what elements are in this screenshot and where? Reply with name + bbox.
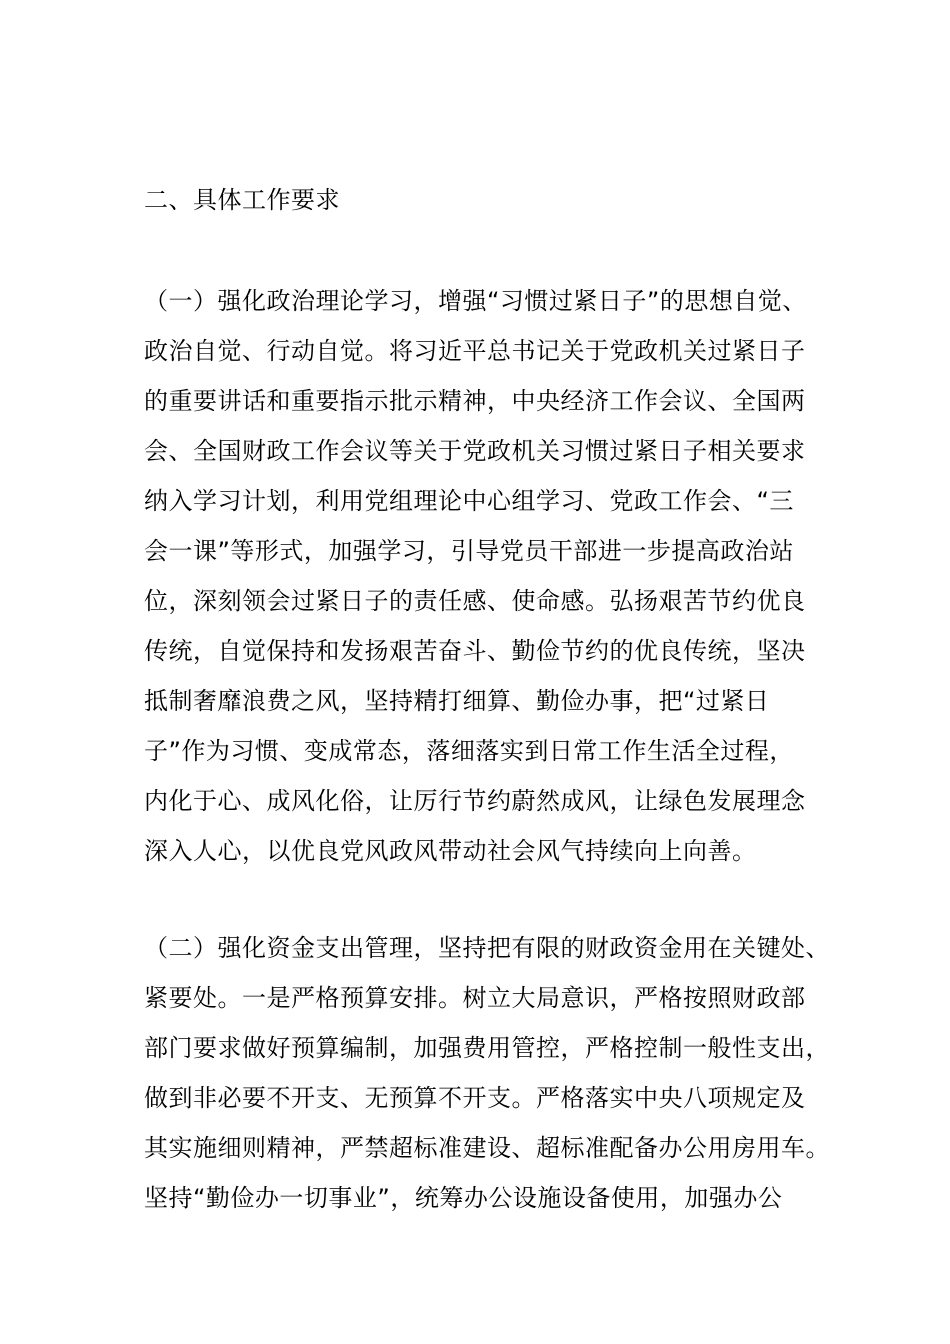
paragraph-line: 位，深刻领会过紧日子的责任感、使命感。弘扬艰苦节约优良: [144, 587, 806, 615]
paragraph-line: 其实施细则精神，严禁超标准建设、超标准配备办公用房用车。: [144, 1134, 830, 1162]
paragraph-line: （一）强化政治理论学习，增强“习惯过紧日子”的思想自觉、: [144, 287, 807, 315]
paragraph-line: 坚持“勤俭办一切事业”，统筹办公设施设备使用，加强办公: [144, 1184, 783, 1212]
paragraph-line: 做到非必要不开支、无预算不开支。严格落实中央八项规定及: [144, 1084, 806, 1112]
paragraph-line: 的重要讲话和重要指示批示精神，中央经济工作会议、全国两: [144, 387, 806, 415]
paragraph-line: 内化于心、成风化俗，让厉行节约蔚然成风，让绿色发展理念: [144, 787, 806, 815]
paragraph-line: 紧要处。一是严格预算安排。树立大局意识，严格按照财政部: [144, 984, 806, 1012]
paragraph-line: （二）强化资金支出管理，坚持把有限的财政资金用在关键处、: [144, 934, 830, 962]
paragraph-line: 会、全国财政工作会议等关于党政机关习惯过紧日子相关要求: [144, 437, 806, 465]
paragraph-line: 抵制奢靡浪费之风，坚持精打细算、勤俭办事，把“过紧日: [144, 687, 770, 715]
paragraph-line: 深入人心，以优良党风政风带动社会风气持续向上向善。: [144, 837, 757, 865]
paragraph-line: 政治自觉、行动自觉。将习近平总书记关于党政机关过紧日子: [144, 337, 806, 365]
paragraph-line: 部门要求做好预算编制，加强费用管控，严格控制一般性支出，: [144, 1034, 830, 1062]
paragraph-line: 会一课”等形式，加强学习，引导党员干部进一步提高政治站: [144, 537, 794, 565]
section-heading: 二、具体工作要求: [144, 186, 340, 214]
paragraph-line: 纳入学习计划，利用党组理论中心组学习、党政工作会、“三: [144, 487, 794, 515]
paragraph-line: 子”作为习惯、变成常态，落细落实到日常工作生活全过程，: [144, 737, 794, 765]
paragraph-line: 传统，自觉保持和发扬艰苦奋斗、勤俭节约的优良传统，坚决: [144, 637, 806, 665]
